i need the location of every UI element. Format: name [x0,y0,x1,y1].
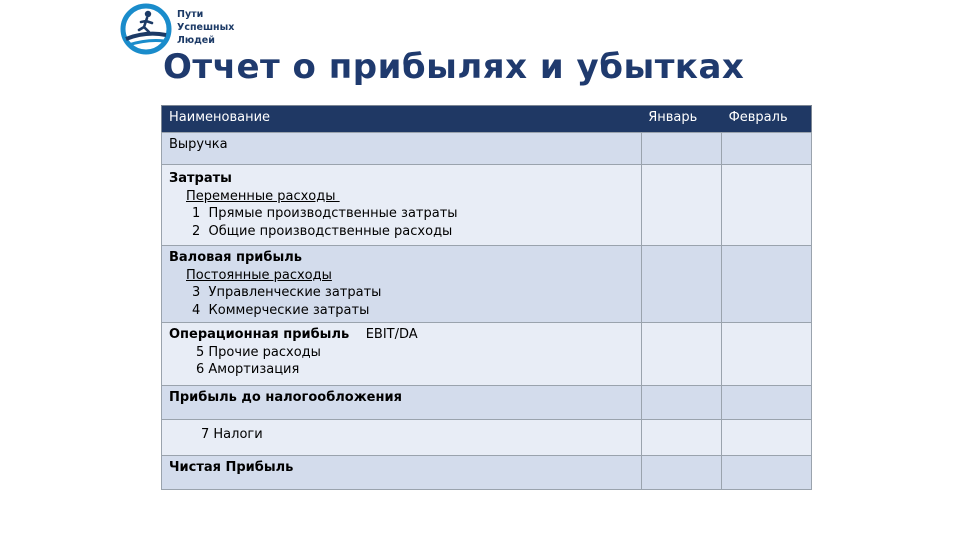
row-subtitle: Постоянные расходы [186,267,332,283]
cell-gross-jan[interactable] [641,246,721,323]
row-ebitda: EBIT/DA [365,327,418,342]
header-name: Наименование [162,106,642,133]
profit-loss-table [161,105,812,490]
cell-net-feb[interactable] [722,456,812,490]
table-row-costs [162,165,812,246]
logo-line-2: Успешных [177,22,235,33]
cell-revenue-jan[interactable] [641,133,721,165]
cell-operating-jan[interactable] [641,323,721,386]
cell-revenue-feb[interactable] [722,133,812,165]
cell-operating-feb[interactable] [722,323,812,386]
table-header-row [162,106,812,133]
header-january: Январь [641,106,721,133]
row-title: Валовая прибыль [169,250,302,265]
cell-gross-name [162,246,642,323]
cell-taxes-name [162,420,642,456]
table-row-operating [162,323,812,386]
table-row-net [162,456,812,490]
row-item: 7 Налоги [201,427,263,442]
row-item: 1 Прямые производственные затраты [192,206,458,221]
cell-revenue-name [162,133,642,165]
cell-taxes-feb[interactable] [722,420,812,456]
table-row-taxes [162,420,812,456]
cell-costs-jan[interactable] [641,165,721,246]
cell-gross-feb[interactable] [722,246,812,323]
cell-costs-feb[interactable] [722,165,812,246]
table-row-pretax [162,386,812,420]
row-title: Затраты [169,171,232,186]
row-title: Чистая Прибыль [169,460,294,475]
logo-line-1: Пути [177,9,204,20]
row-item: 6 Амортизация [196,362,300,377]
row-title: Операционная прибыль [169,327,350,342]
cell-net-jan[interactable] [641,456,721,490]
cell-pretax-name [162,386,642,420]
logo-line-3: Людей [177,35,215,46]
cell-costs-name [162,165,642,246]
cell-net-name [162,456,642,490]
row-item: 5 Прочие расходы [196,344,321,360]
table-row-revenue [162,133,812,165]
row-item: 2 Общие производственные расходы [192,223,453,239]
cell-pretax-feb[interactable] [722,386,812,420]
row-item: 4 Коммерческие затраты [192,302,370,318]
row-item: 3 Управленческие затраты [192,285,382,300]
cell-taxes-jan[interactable] [641,420,721,456]
header-february: Февраль [722,106,812,133]
logo-text [177,8,234,47]
cell-operating-name [162,323,642,386]
page-title: Отчет о прибылях и убытках [163,47,745,87]
row-title: Выручка [169,137,228,152]
table-row-gross [162,246,812,323]
row-title: Прибыль до налогообложения [169,390,402,405]
row-subtitle: Переменные расходы [186,188,340,204]
cell-pretax-jan[interactable] [641,386,721,420]
